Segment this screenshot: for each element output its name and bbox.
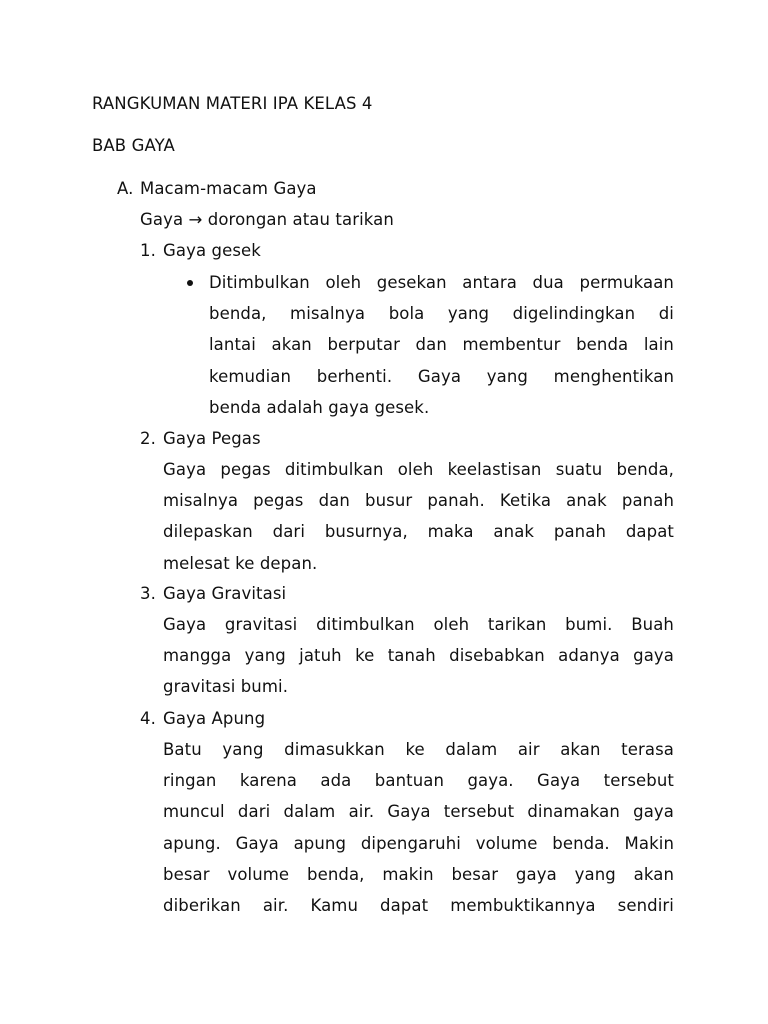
chapter-heading: BAB GAYA (92, 136, 175, 155)
body-line: Gaya gravitasi ditimbulkan oleh tarikan bumi. Buah (163, 615, 674, 634)
body-line: diberikan air. Kamu dapat membuktikannya sendiri (163, 896, 674, 915)
body-line: ringan karena ada bantuan gaya. Gaya tersebut (163, 771, 674, 791)
body-line: mangga yang jatuh ke tanah disebabkan adanya gaya (163, 646, 674, 666)
body-line: Ditimbulkan oleh gesekan antara dua permukaan (209, 273, 674, 292)
item-number: 2. (140, 429, 156, 448)
item-number: 4. (140, 709, 156, 728)
item-heading: Gaya Gravitasi (163, 584, 287, 603)
body-line: benda adalah gaya gesek. (209, 397, 430, 417)
bullet-icon (187, 280, 193, 286)
body-line: besar volume benda, makin besar gaya yang akan (163, 864, 674, 884)
body-line: gravitasi bumi. (163, 677, 289, 697)
body-line: melesat ke depan. (163, 553, 318, 573)
item-heading: Gaya gesek (163, 241, 261, 260)
section-marker: A. (117, 179, 134, 198)
body-line: Batu yang dimasukkan ke dalam air akan terasa (163, 740, 674, 759)
section-heading: Macam-macam Gaya (140, 179, 317, 198)
item-number: 3. (140, 584, 156, 603)
item-number: 1. (140, 241, 156, 260)
body-line: benda, misalnya bola yang digelindingkan di (209, 304, 674, 324)
body-line: misalnya pegas dan busur panah. Ketika anak panah (163, 491, 674, 511)
body-line: Gaya pegas ditimbulkan oleh keelastisan suatu benda, (163, 460, 674, 479)
body-line: muncul dari dalam air. Gaya tersebut dinamakan gaya (163, 802, 674, 822)
body-line: dilepaskan dari busurnya, maka anak panah dapat (163, 522, 674, 542)
body-line: kemudian berhenti. Gaya yang menghentikan (209, 366, 674, 386)
body-line: apung. Gaya apung dipengaruhi volume benda. Makin (163, 833, 674, 853)
item-heading: Gaya Apung (163, 709, 266, 728)
body-line: lantai akan berputar dan membentur benda lain (209, 335, 674, 355)
document-title: RANGKUMAN MATERI IPA KELAS 4 (92, 94, 373, 113)
item-heading: Gaya Pegas (163, 429, 261, 448)
definition-line: Gaya → dorongan atau tarikan (140, 210, 394, 229)
